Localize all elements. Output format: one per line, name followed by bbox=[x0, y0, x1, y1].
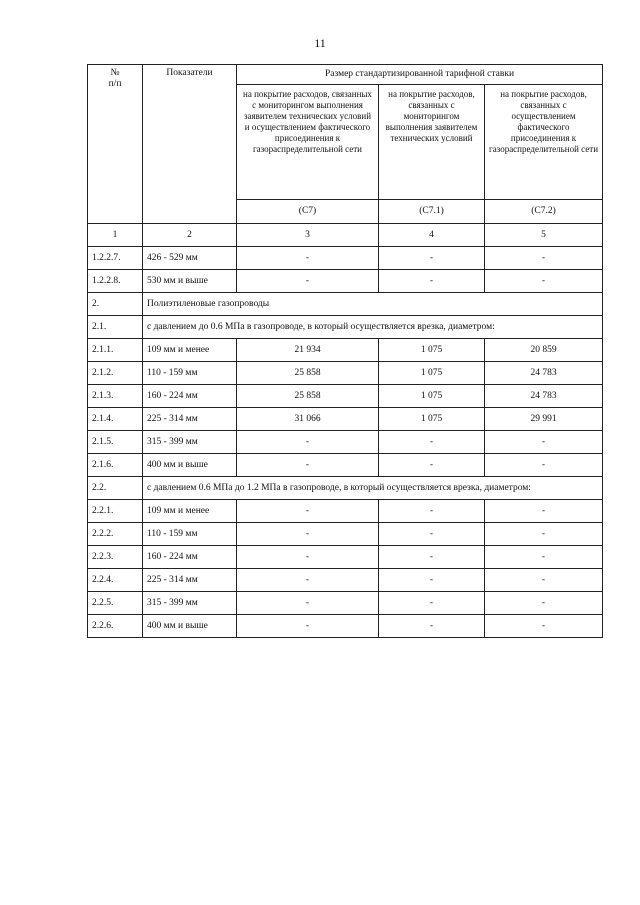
row-indicator: 109 мм и менее bbox=[143, 500, 237, 523]
section-row bbox=[88, 477, 603, 500]
value-c7-2: - bbox=[485, 592, 603, 615]
header-c7-desc: на покрытие расходов, связанных с мониторингом выполнения заявителем технических условий и осуществлением фактического присоединения к газораспределительной сети bbox=[237, 85, 379, 200]
value-c7: - bbox=[237, 592, 379, 615]
section-row bbox=[88, 316, 603, 339]
value-c7: 25 858 bbox=[237, 385, 379, 408]
value-c7-2: - bbox=[485, 247, 603, 270]
table-body bbox=[88, 247, 603, 638]
column-index: 5 bbox=[485, 224, 603, 247]
row-indicator: 315 - 399 мм bbox=[143, 431, 237, 454]
value-c7-1: - bbox=[379, 500, 485, 523]
tariff-table bbox=[87, 64, 603, 638]
column-index: 3 bbox=[237, 224, 379, 247]
value-c7: - bbox=[237, 454, 379, 477]
value-c7-1: - bbox=[379, 431, 485, 454]
column-index-row bbox=[88, 224, 603, 247]
row-indicator: 400 мм и выше bbox=[143, 454, 237, 477]
row-indicator: 426 - 529 мм bbox=[143, 247, 237, 270]
header-c7-2-desc: на покрытие расходов, связанных с осуществлением фактического присоединения к газораспределительной сети bbox=[485, 85, 603, 200]
row-number: 1.2.2.7. bbox=[88, 247, 143, 270]
value-c7-1: - bbox=[379, 615, 485, 638]
value-c7-1: - bbox=[379, 523, 485, 546]
table-row bbox=[88, 339, 603, 362]
table-row bbox=[88, 569, 603, 592]
section-title: Полиэтиленовые газопроводы bbox=[143, 293, 603, 316]
section-title: с давлением 0.6 МПа до 1.2 МПа в газопроводе, в который осуществляется врезка, диаметром: bbox=[143, 477, 603, 500]
table-row bbox=[88, 523, 603, 546]
row-indicator: 225 - 314 мм bbox=[143, 569, 237, 592]
table-row bbox=[88, 362, 603, 385]
row-number: 2.1.1. bbox=[88, 339, 143, 362]
row-number: 2.2.5. bbox=[88, 592, 143, 615]
row-indicator: 530 мм и выше bbox=[143, 270, 237, 293]
row-number: 1.2.2.8. bbox=[88, 270, 143, 293]
value-c7: - bbox=[237, 431, 379, 454]
header-indicators: Показатели bbox=[143, 65, 237, 224]
value-c7-1: 1 075 bbox=[379, 362, 485, 385]
value-c7-1: - bbox=[379, 592, 485, 615]
column-index: 2 bbox=[143, 224, 237, 247]
value-c7: - bbox=[237, 247, 379, 270]
table-row bbox=[88, 592, 603, 615]
table-row bbox=[88, 431, 603, 454]
section-row bbox=[88, 293, 603, 316]
row-indicator: 400 мм и выше bbox=[143, 615, 237, 638]
row-number: 2.1.5. bbox=[88, 431, 143, 454]
table-header bbox=[88, 65, 603, 247]
row-indicator: 109 мм и менее bbox=[143, 339, 237, 362]
table-row bbox=[88, 500, 603, 523]
section-title: с давлением до 0.6 МПа в газопроводе, в который осуществляется врезка, диаметром: bbox=[143, 316, 603, 339]
value-c7: 21 934 bbox=[237, 339, 379, 362]
value-c7-2: - bbox=[485, 431, 603, 454]
value-c7-1: - bbox=[379, 546, 485, 569]
row-number: 2.1.6. bbox=[88, 454, 143, 477]
value-c7-2: 20 859 bbox=[485, 339, 603, 362]
table-row bbox=[88, 408, 603, 431]
column-index: 1 bbox=[88, 224, 143, 247]
row-number: 2.2.2. bbox=[88, 523, 143, 546]
row-number: 2.1.4. bbox=[88, 408, 143, 431]
table-row bbox=[88, 454, 603, 477]
value-c7-1: 1 075 bbox=[379, 408, 485, 431]
row-number: 2.2.4. bbox=[88, 569, 143, 592]
value-c7-1: 1 075 bbox=[379, 385, 485, 408]
value-c7: - bbox=[237, 523, 379, 546]
row-number: 2.1.3. bbox=[88, 385, 143, 408]
row-indicator: 160 - 224 мм bbox=[143, 385, 237, 408]
value-c7: - bbox=[237, 546, 379, 569]
table-row bbox=[88, 247, 603, 270]
table-row bbox=[88, 270, 603, 293]
row-indicator: 160 - 224 мм bbox=[143, 546, 237, 569]
row-indicator: 110 - 159 мм bbox=[143, 362, 237, 385]
value-c7-1: - bbox=[379, 247, 485, 270]
value-c7: - bbox=[237, 270, 379, 293]
row-indicator: 110 - 159 мм bbox=[143, 523, 237, 546]
value-c7-2: - bbox=[485, 270, 603, 293]
table-row bbox=[88, 385, 603, 408]
row-number: 2.2.3. bbox=[88, 546, 143, 569]
value-c7-2: - bbox=[485, 569, 603, 592]
header-c7-code: (С7) bbox=[237, 200, 379, 224]
row-indicator: 225 - 314 мм bbox=[143, 408, 237, 431]
header-c7-1-desc: на покрытие расходов, связанных с мониторингом выполнения заявителем технических условий bbox=[379, 85, 485, 200]
column-index: 4 bbox=[379, 224, 485, 247]
value-c7-2: 24 783 bbox=[485, 385, 603, 408]
value-c7: - bbox=[237, 500, 379, 523]
table-row bbox=[88, 546, 603, 569]
page-number: 11 bbox=[314, 36, 326, 50]
value-c7-2: - bbox=[485, 454, 603, 477]
row-number: 2.2.6. bbox=[88, 615, 143, 638]
value-c7-2: - bbox=[485, 546, 603, 569]
header-c7-2-code: (С7.2) bbox=[485, 200, 603, 224]
value-c7-2: 24 783 bbox=[485, 362, 603, 385]
value-c7: 25 858 bbox=[237, 362, 379, 385]
value-c7-1: - bbox=[379, 569, 485, 592]
value-c7: - bbox=[237, 569, 379, 592]
value-c7-2: - bbox=[485, 615, 603, 638]
value-c7-1: 1 075 bbox=[379, 339, 485, 362]
header-num: № п/п bbox=[88, 65, 143, 224]
value-c7-1: - bbox=[379, 454, 485, 477]
value-c7: - bbox=[237, 615, 379, 638]
row-number: 2.1. bbox=[88, 316, 143, 339]
value-c7-2: 29 991 bbox=[485, 408, 603, 431]
value-c7-2: - bbox=[485, 523, 603, 546]
header-c7-1-code: (С7.1) bbox=[379, 200, 485, 224]
row-number: 2.2.1. bbox=[88, 500, 143, 523]
value-c7-1: - bbox=[379, 270, 485, 293]
row-number: 2.2. bbox=[88, 477, 143, 500]
value-c7-2: - bbox=[485, 500, 603, 523]
row-number: 2. bbox=[88, 293, 143, 316]
value-c7: 31 066 bbox=[237, 408, 379, 431]
row-indicator: 315 - 399 мм bbox=[143, 592, 237, 615]
row-number: 2.1.2. bbox=[88, 362, 143, 385]
header-tariff-size: Размер стандартизированной тарифной ставки bbox=[237, 65, 603, 85]
table-row bbox=[88, 615, 603, 638]
